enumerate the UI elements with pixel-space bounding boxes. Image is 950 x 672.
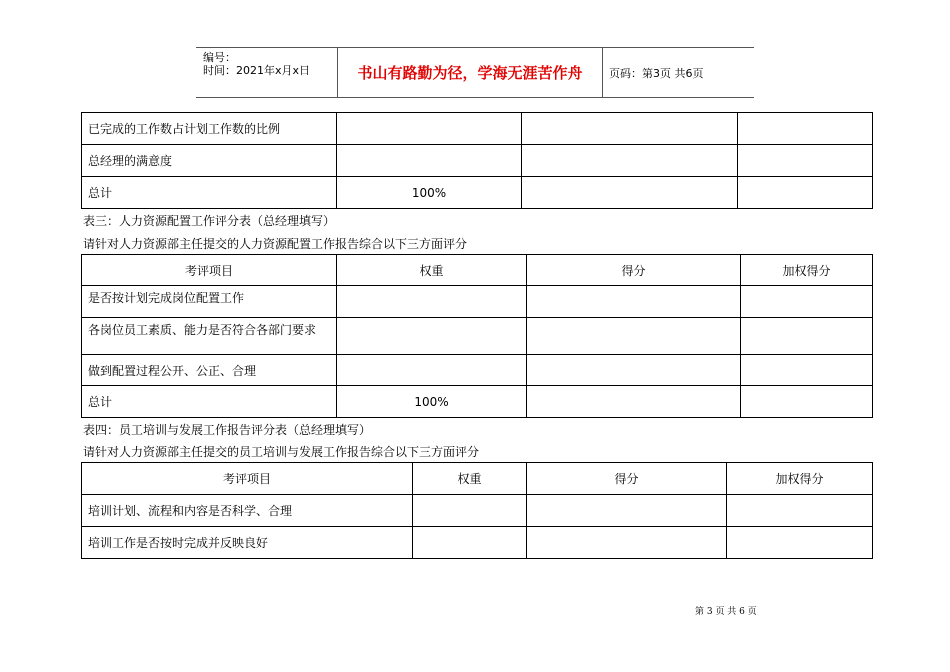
header-motto: 书山有路勤为径，学海无涯苦作舟 [338,48,603,97]
table-row [82,386,873,418]
table-cell [527,386,741,418]
table-cell: 总经理的满意度 [82,145,337,177]
table-cell [337,355,527,386]
table-cell: 培训计划、流程和内容是否科学、合理 [82,495,413,527]
table4-title: 表四：员工培训与发展工作报告评分表（总经理填写） [83,423,372,437]
page-code: 页码：第3页 共6页 [609,66,704,80]
column-header: 考评项目 [82,255,337,286]
table-cell: 总计 [82,177,337,209]
table-row [82,177,873,209]
table-cell [522,177,738,209]
table-row [82,355,873,386]
table-row [82,113,873,145]
table3-title: 表三：人力资源配置工作评分表（总经理填写） [83,214,336,228]
table-cell [741,318,873,355]
table-cell: 各岗位员工素质、能力是否符合各部门要求 [82,318,337,355]
table-cell [738,113,873,145]
table-cell [527,286,741,318]
table-row [82,145,873,177]
table-cell [741,286,873,318]
table-cell [741,386,873,418]
table-cell [527,355,741,386]
table-cell [337,113,522,145]
table-row [82,286,873,318]
table-cell [727,495,873,527]
column-header: 考评项目 [82,463,413,495]
table-cell [413,527,527,559]
table-header-row [82,255,873,286]
table-cell: 做到配置过程公开、公正、合理 [82,355,337,386]
table-cell [337,286,527,318]
column-header: 权重 [337,255,527,286]
column-header: 得分 [527,463,727,495]
table-cell [527,527,727,559]
table-cell [527,495,727,527]
table-cell [522,113,738,145]
table-cell: 100% [337,386,527,418]
table3-instruction: 请针对人力资源部主任提交的人力资源配置工作报告综合以下三方面评分 [83,237,468,251]
table-cell: 总计 [82,386,337,418]
table-row [82,527,873,559]
table-cell: 是否按计划完成岗位配置工作 [82,286,337,318]
table-cell [413,495,527,527]
column-header: 得分 [527,255,741,286]
time-label: 时间：2021年x月x日 [203,64,311,77]
column-header: 加权得分 [727,463,873,495]
table-cell: 100% [337,177,522,209]
table-cell [741,355,873,386]
table-cell [727,527,873,559]
table-cell [738,177,873,209]
column-header: 权重 [413,463,527,495]
table-cell: 培训工作是否按时完成并反映良好 [82,527,413,559]
table-row [82,318,873,355]
table-cell [738,145,873,177]
table-cell [337,145,522,177]
table-cell [337,318,527,355]
page-header [196,47,754,98]
page-footer: 第 3 页 共 6 页 [695,607,757,617]
table4-instruction: 请针对人力资源部主任提交的员工培训与发展工作报告综合以下三方面评分 [83,445,480,459]
table-cell: 已完成的工作数占计划工作数的比例 [82,113,337,145]
table4 [81,462,873,559]
table3 [81,254,873,418]
header-meta [196,48,338,97]
table-header-row [82,463,873,495]
column-header: 加权得分 [741,255,873,286]
table-cell [527,318,741,355]
number-label: 编号： [203,51,236,64]
table-row [82,495,873,527]
table2 [81,112,873,209]
table-cell [522,145,738,177]
